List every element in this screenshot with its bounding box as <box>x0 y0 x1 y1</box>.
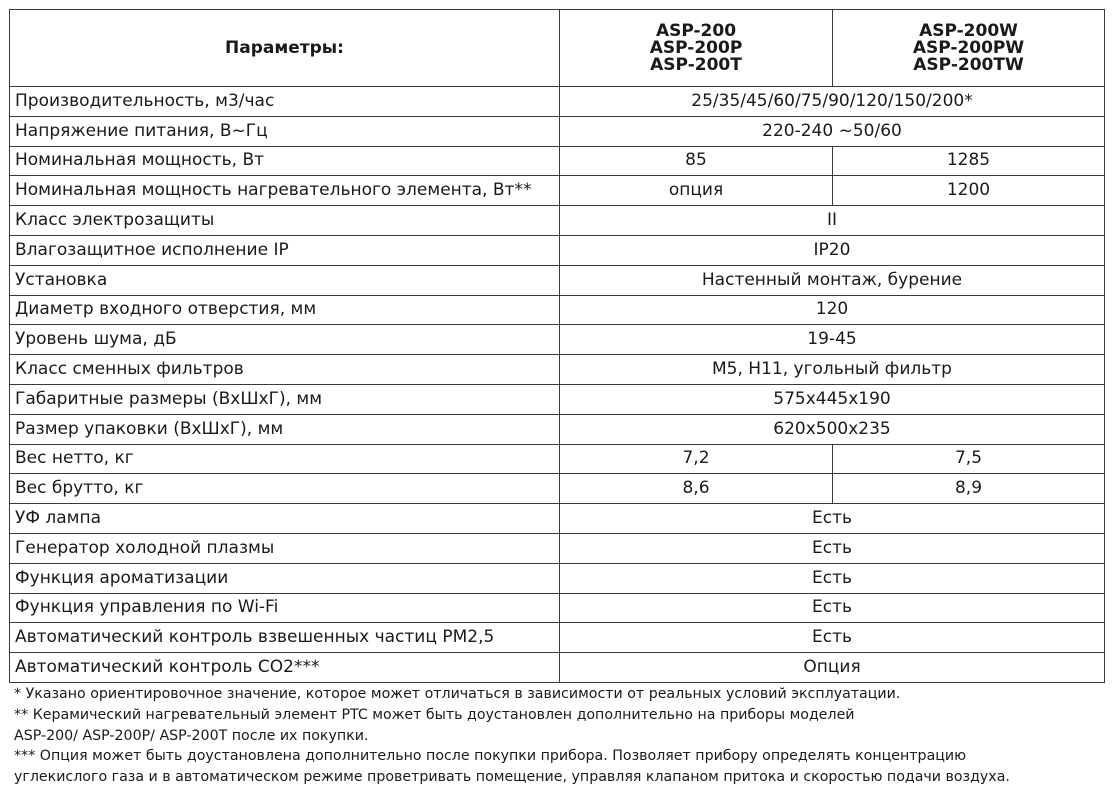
parameter-value: Есть <box>560 533 1105 563</box>
parameter-value: 19-45 <box>560 325 1105 355</box>
parameter-name: Автоматический контроль взвешенных частиц PM2,5 <box>10 623 560 653</box>
specifications-table <box>9 9 1105 683</box>
parameter-value: 1200 <box>833 176 1105 206</box>
table-row <box>10 384 1105 414</box>
parameter-name: Габаритные размеры (ВхШхГ), мм <box>10 384 560 414</box>
footnote-line: ** Керамический нагревательный элемент PTC может быть доустановлен дополнительно на приборы моделей <box>14 706 855 723</box>
table-row <box>10 474 1105 504</box>
parameter-name: Уровень шума, дБ <box>10 325 560 355</box>
footnote-line: ASP-200/ ASP-200P/ ASP-200T после их покупки. <box>14 727 369 744</box>
parameter-name: Размер упаковки (ВхШхГ), мм <box>10 414 560 444</box>
parameter-value: опция <box>560 176 833 206</box>
parameter-name: Напряжение питания, В~Гц <box>10 116 560 146</box>
parameter-name: Номинальная мощность нагревательного элемента, Вт** <box>10 176 560 206</box>
model-name: ASP-200PW <box>912 37 1025 58</box>
parameter-value: Есть <box>560 623 1105 653</box>
parameter-name: Номинальная мощность, Вт <box>10 146 560 176</box>
parameter-value: 575x445x190 <box>560 384 1105 414</box>
parameter-value: 1285 <box>833 146 1105 176</box>
parameters-header: Параметры: <box>10 10 560 87</box>
table-row <box>10 235 1105 265</box>
parameter-name: Вес нетто, кг <box>10 444 560 474</box>
table-row <box>10 87 1105 117</box>
footnote-line: *** Опция может быть доустановлена дополнительно после покупки прибора. Позволяет прибору определять концентрацию <box>14 748 967 765</box>
parameter-name: Установка <box>10 265 560 295</box>
table-row <box>10 265 1105 295</box>
table-row <box>10 176 1105 206</box>
parameter-value: 8,6 <box>560 474 833 504</box>
parameter-name: УФ лампа <box>10 504 560 534</box>
table-row <box>10 295 1105 325</box>
parameter-value: 620x500x235 <box>560 414 1105 444</box>
table-header-row <box>10 10 1105 87</box>
footnote-line: * Указано ориентировочное значение, которое может отличаться в зависимости от реальных условий эксплуатации. <box>14 686 901 702</box>
model-group-2-header <box>833 10 1105 87</box>
parameter-value: 120 <box>560 295 1105 325</box>
parameter-value: 25/35/45/60/75/90/120/150/200* <box>560 87 1105 117</box>
parameter-value: 7,2 <box>560 444 833 474</box>
table-row <box>10 504 1105 534</box>
table-row <box>10 325 1105 355</box>
table-row <box>10 623 1105 653</box>
parameter-name: Класс электрозащиты <box>10 206 560 236</box>
model-group-1-header <box>560 10 833 87</box>
parameter-value: Есть <box>560 563 1105 593</box>
parameter-value: II <box>560 206 1105 236</box>
table-row <box>10 653 1105 683</box>
parameter-name: Влагозащитное исполнение IP <box>10 235 560 265</box>
parameter-name: Класс сменных фильтров <box>10 355 560 385</box>
parameter-name: Диаметр входного отверстия, мм <box>10 295 560 325</box>
parameter-name: Вес брутто, кг <box>10 474 560 504</box>
table-row <box>10 146 1105 176</box>
parameter-name: Функция ароматизации <box>10 563 560 593</box>
specifications-table-body <box>10 10 1105 683</box>
model-name: ASP-200TW <box>913 54 1024 75</box>
footnote-line: углекислого газа и в автоматическом режиме проветривать помещение, управляя клапаном притока и скоростью подачи воздуха. <box>14 769 1010 786</box>
parameter-name: Функция управления по Wi-Fi <box>10 593 560 623</box>
parameter-value: Есть <box>560 504 1105 534</box>
parameter-value: Настенный монтаж, бурение <box>560 265 1105 295</box>
table-row <box>10 593 1105 623</box>
parameter-value: Есть <box>560 593 1105 623</box>
table-row <box>10 533 1105 563</box>
table-row <box>10 563 1105 593</box>
parameter-name: Автоматический контроль CO2*** <box>10 653 560 683</box>
parameter-value: 7,5 <box>833 444 1105 474</box>
parameter-value: 8,9 <box>833 474 1105 504</box>
table-row <box>10 414 1105 444</box>
parameter-name: Генератор холодной плазмы <box>10 533 560 563</box>
footnotes <box>14 684 1104 788</box>
parameter-value: 85 <box>560 146 833 176</box>
table-row <box>10 444 1105 474</box>
table-row <box>10 206 1105 236</box>
parameter-name: Производительность, м3/час <box>10 87 560 117</box>
parameter-value: 220-240 ~50/60 <box>560 116 1105 146</box>
model-name: ASP-200 <box>655 20 737 41</box>
model-name: ASP-200W <box>919 20 1018 41</box>
model-name: ASP-200T <box>650 54 742 75</box>
model-name: ASP-200P <box>649 37 743 58</box>
table-row <box>10 355 1105 385</box>
parameter-value: Опция <box>560 653 1105 683</box>
parameter-value: M5, H11, угольный фильтр <box>560 355 1105 385</box>
table-row <box>10 116 1105 146</box>
parameter-value: IP20 <box>560 235 1105 265</box>
